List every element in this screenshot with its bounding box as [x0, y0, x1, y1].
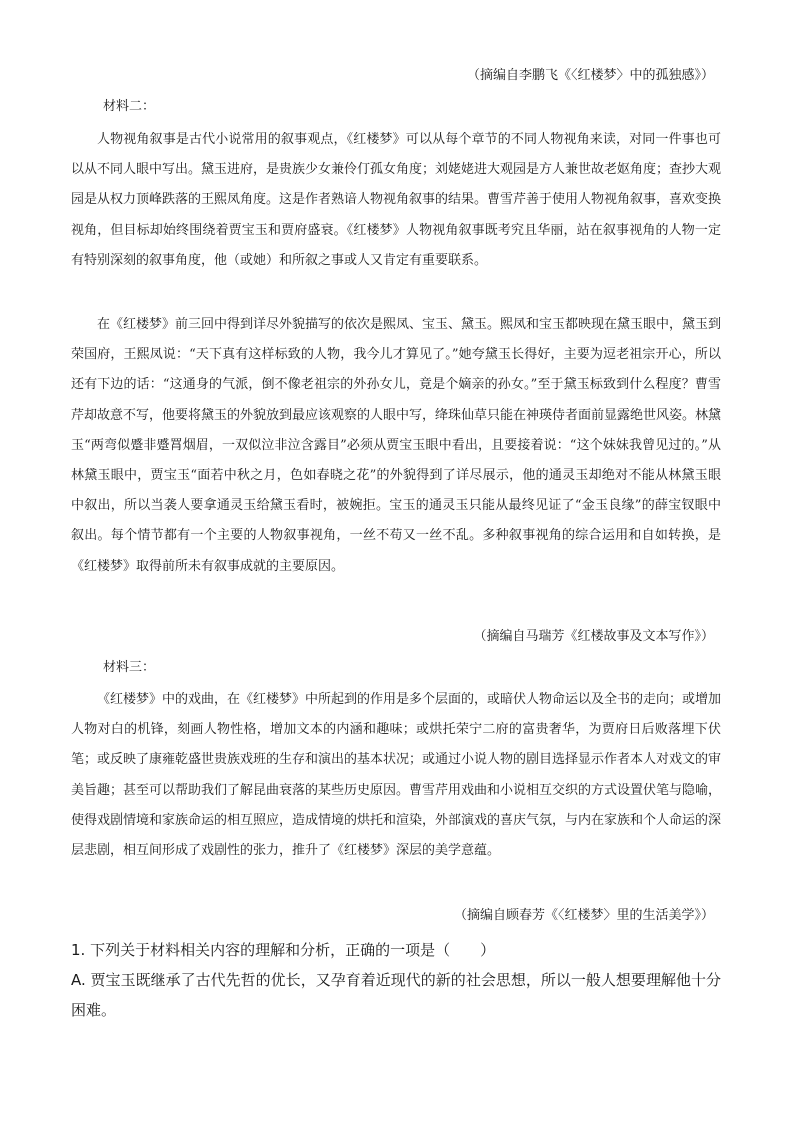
- question-1-stem: 1. 下列关于材料相关内容的理解和分析，正确的一项是（ ）: [71, 941, 496, 959]
- source-citation-3: （摘编自顾春芳《〈红楼梦〉里的生活美学》）: [453, 908, 714, 923]
- question-1-option-a: A. 贾宝玉既继承了古代先哲的优长，又孕育着近现代的新的社会思想，所以一般人想要理解他十分困难。: [71, 971, 721, 1019]
- source-citation-1: （摘编自李鹏飞《〈红楼梦〉中的孤独感》）: [466, 68, 714, 83]
- material-2-paragraph-2: 在《红楼梦》前三回中得到详尽外貌描写的依次是熙凤、宝玉、黛玉。熙凤和宝玉都映现在黛玉眼中，黛玉到荣国府，王熙凤说：“天下真有这样标致的人物，我今儿才算见了。”她夸黛玉长得好，主要为逗老祖宗开心，所以还有下边的话：“这通身的气派，倒不像老祖宗的外孙女儿，竟是个嫡亲的孙女。”至于黛玉标致到什么程度？曹雪芹却故意不写，他要将黛玉的外貌放到最应该观察的人眼中写，绛珠仙草只能在神瑛侍者面前显露绝世风姿。林黛玉“两弯似蹙非蹙罥烟眉，一双似泣非泣含露目”必须从贾宝玉眼中看出，且要接着说：“这个妹妹我曾见过的。”从林黛玉眼中，贾宝玉“面若中秋之月，色如春晓之花”的外貌得到了详尽展示，他的通灵玉却绝对不能从林黛玉眼中叙出，所以当袭人要拿通灵玉给黛玉看时，被婉拒。宝玉的通灵玉只能从最终见证了“金玉良缘”的薛宝钗眼中叙出。每个情节都有一个主要的人物叙事视角，一丝不苟又一丝不乱。多种叙事视角的综合运用和自如转换，是《红楼梦》取得前所未有叙事成就的主要原因。: [71, 317, 722, 574]
- material-3-label: 材料三：: [103, 660, 156, 675]
- material-3-paragraph: 《红楼梦》中的戏曲，在《红楼梦》中所起到的作用是多个层面的，或暗伏人物命运以及全书的走向；或增加人物对白的机锋，刻画人物性格，增加文本的内涵和趣味；或烘托荣宁二府的富贵奢华，为贾府日后败落埋下伏笔；或反映了康雍乾盛世贵族戏班的生存和演出的基本状况；或通过小说人物的剧目选择显示作者本人对戏文的审美旨趣；甚至可以帮助我们了解昆曲衰落的某些历史原因。曹雪芹用戏曲和小说相互交织的方式设置伏笔与隐喻，使得戏剧情境和家族命运的相互照应，造成情境的烘托和渲染，外部演戏的喜庆气氛，与内在家族和个人命运的深层悲剧，相互间形成了戏剧性的张力，推升了《红楼梦》深层的美学意蕴。: [71, 692, 722, 859]
- material-2-label: 材料二：: [103, 99, 156, 114]
- source-citation-2: （摘编自马瑞芳《红楼故事及文本写作》）: [473, 629, 714, 644]
- material-2-paragraph-1: 人物视角叙事是古代小说常用的叙事观点，《红楼梦》可以从每个章节的不同人物视角来读，对同一件事也可以从不同人眼中写出。黛玉进府，是贵族少女兼伶仃孤女角度；刘姥姥进大观园是方人兼世故老妪角度；查抄大观园是从权力顶峰跌落的王熙凤角度。这是作者熟谙人物视角叙事的结果。曹雪芹善于使用人物视角叙事，喜欢变换视角，但目标却始终围绕着贾宝玉和贾府盛衰。《红楼梦》人物视角叙事既考究且华丽，站在叙事视角的人物一定有特别深刻的叙事角度，他（或她）和所叙之事或人又肯定有重要联系。: [71, 132, 722, 268]
